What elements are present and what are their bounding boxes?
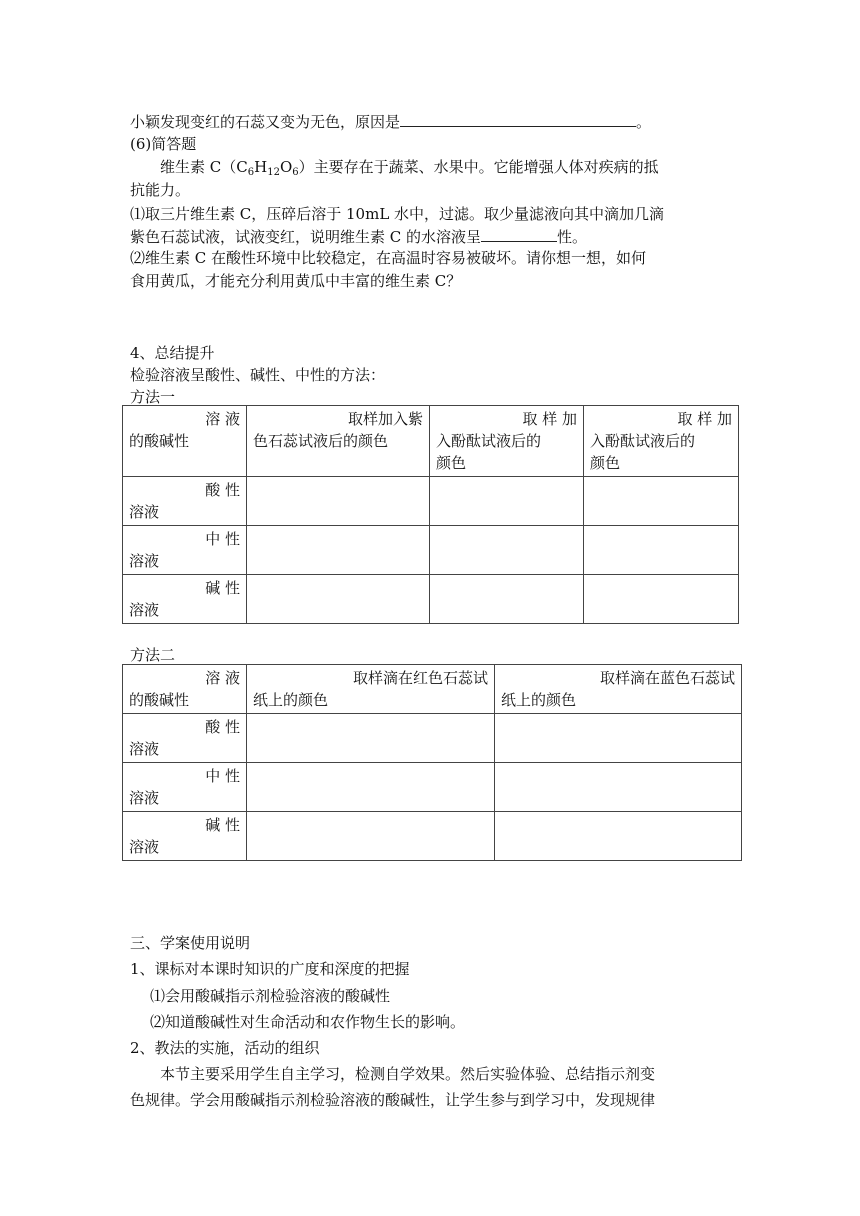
table1-answer-cell[interactable]	[584, 526, 739, 575]
summary-heading: 4、总结提升	[130, 344, 215, 362]
table1-header-cell: 取 样 加 入酚酞试液后的 颜色	[584, 406, 739, 477]
table2-answer-cell[interactable]	[247, 812, 495, 861]
method1-table	[122, 405, 739, 624]
table1-row-label: 碱 性 溶液	[123, 575, 247, 624]
method2-table	[122, 664, 742, 861]
table2-row	[123, 812, 742, 861]
table1-row-label: 中 性 溶液	[123, 526, 247, 575]
table2-header-cell: 取样滴在红色石蕊试 纸上的颜色	[247, 665, 495, 714]
section3-item1-a: ⑴会用酸碱指示剂检验溶液的酸碱性	[150, 987, 391, 1005]
part1-line2: 紫色石蕊试液，试液变红，说明维生素 C 的水溶液呈 性。	[130, 225, 587, 248]
section3-paragraph-line2: 色规律。学会用酸碱指示剂检验溶液的酸碱性，让学生参与到学习中，发现规律	[130, 1091, 656, 1109]
table1-answer-cell[interactable]	[430, 575, 584, 624]
section3-item1: 1、课标对本课时知识的广度和深度的把握	[130, 960, 410, 978]
table2-answer-cell[interactable]	[495, 812, 742, 861]
question5-line: 小颖发现变红的石蕊又变为无色，原因是 。	[130, 110, 651, 133]
table1-row	[123, 526, 739, 575]
table1-answer-cell[interactable]	[430, 477, 584, 526]
table2-row-label: 中 性 溶液	[123, 763, 247, 812]
table1-answer-cell[interactable]	[430, 526, 584, 575]
part2-line2: 食用黄瓜，才能充分利用黄瓜中丰富的维生素 C？	[130, 272, 462, 290]
section3-paragraph-line1: 本节主要采用学生自主学习，检测自学效果。然后实验体验、总结指示剂变	[160, 1065, 656, 1083]
table1-row-label: 酸 性 溶液	[123, 477, 247, 526]
table2-header-row	[123, 665, 742, 714]
table2-header-cell: 取样滴在蓝色石蕊试 纸上的颜色	[495, 665, 742, 714]
section3-item2: 2、教法的实施，活动的组织	[130, 1039, 320, 1057]
table2-answer-cell[interactable]	[247, 714, 495, 763]
table2-row	[123, 763, 742, 812]
table1-answer-cell[interactable]	[584, 477, 739, 526]
table1-header-cell: 溶 液 的酸碱性	[123, 406, 247, 477]
table2-answer-cell[interactable]	[495, 763, 742, 812]
answer-blank-1[interactable]	[400, 110, 636, 127]
table2-row-label: 酸 性 溶液	[123, 714, 247, 763]
table1-answer-cell[interactable]	[247, 477, 430, 526]
method1-label: 方法一	[130, 388, 176, 406]
table1-header-cell: 取 样 加 入酚酞试液后的 颜色	[430, 406, 584, 477]
summary-intro: 检验溶液呈酸性、碱性、中性的方法：	[130, 366, 386, 384]
q6-title: (6)简答题	[130, 135, 197, 153]
table1-answer-cell[interactable]	[584, 575, 739, 624]
table1-row	[123, 575, 739, 624]
table2-row	[123, 714, 742, 763]
part1-line1: ⑴取三片维生素 C，压碎后溶于 10mL 水中，过滤。取少量滤液向其中滴加几滴	[130, 205, 665, 223]
section3-item1-b: ⑵知道酸碱性对生命活动和农作物生长的影响。	[150, 1013, 466, 1031]
method2-label: 方法二	[130, 646, 176, 664]
table1-row	[123, 477, 739, 526]
table2-row-label: 碱 性 溶液	[123, 812, 247, 861]
part2-line1: ⑵维生素 C 在酸性环境中比较稳定，在高温时容易被破坏。请你想一想，如何	[130, 249, 647, 267]
table1-answer-cell[interactable]	[247, 526, 430, 575]
table1-answer-cell[interactable]	[247, 575, 430, 624]
table1-header-cell: 取样加入紫 色石蕊试液后的颜色	[247, 406, 430, 477]
section3-title: 三、学案使用说明	[130, 934, 251, 952]
table2-answer-cell[interactable]	[247, 763, 495, 812]
table1-header-row	[123, 406, 739, 477]
table2-answer-cell[interactable]	[495, 714, 742, 763]
table2-header-cell: 溶 液 的酸碱性	[123, 665, 247, 714]
vitamin-c-intro-cont: 抗能力。	[130, 181, 191, 199]
vitamin-c-intro: 维生素 $C(C_6H_{12}O_6)$主要存在于蔬菜、水果中。它能增强人体对疾病的抵	[160, 158, 659, 178]
answer-blank-2[interactable]	[481, 225, 557, 242]
